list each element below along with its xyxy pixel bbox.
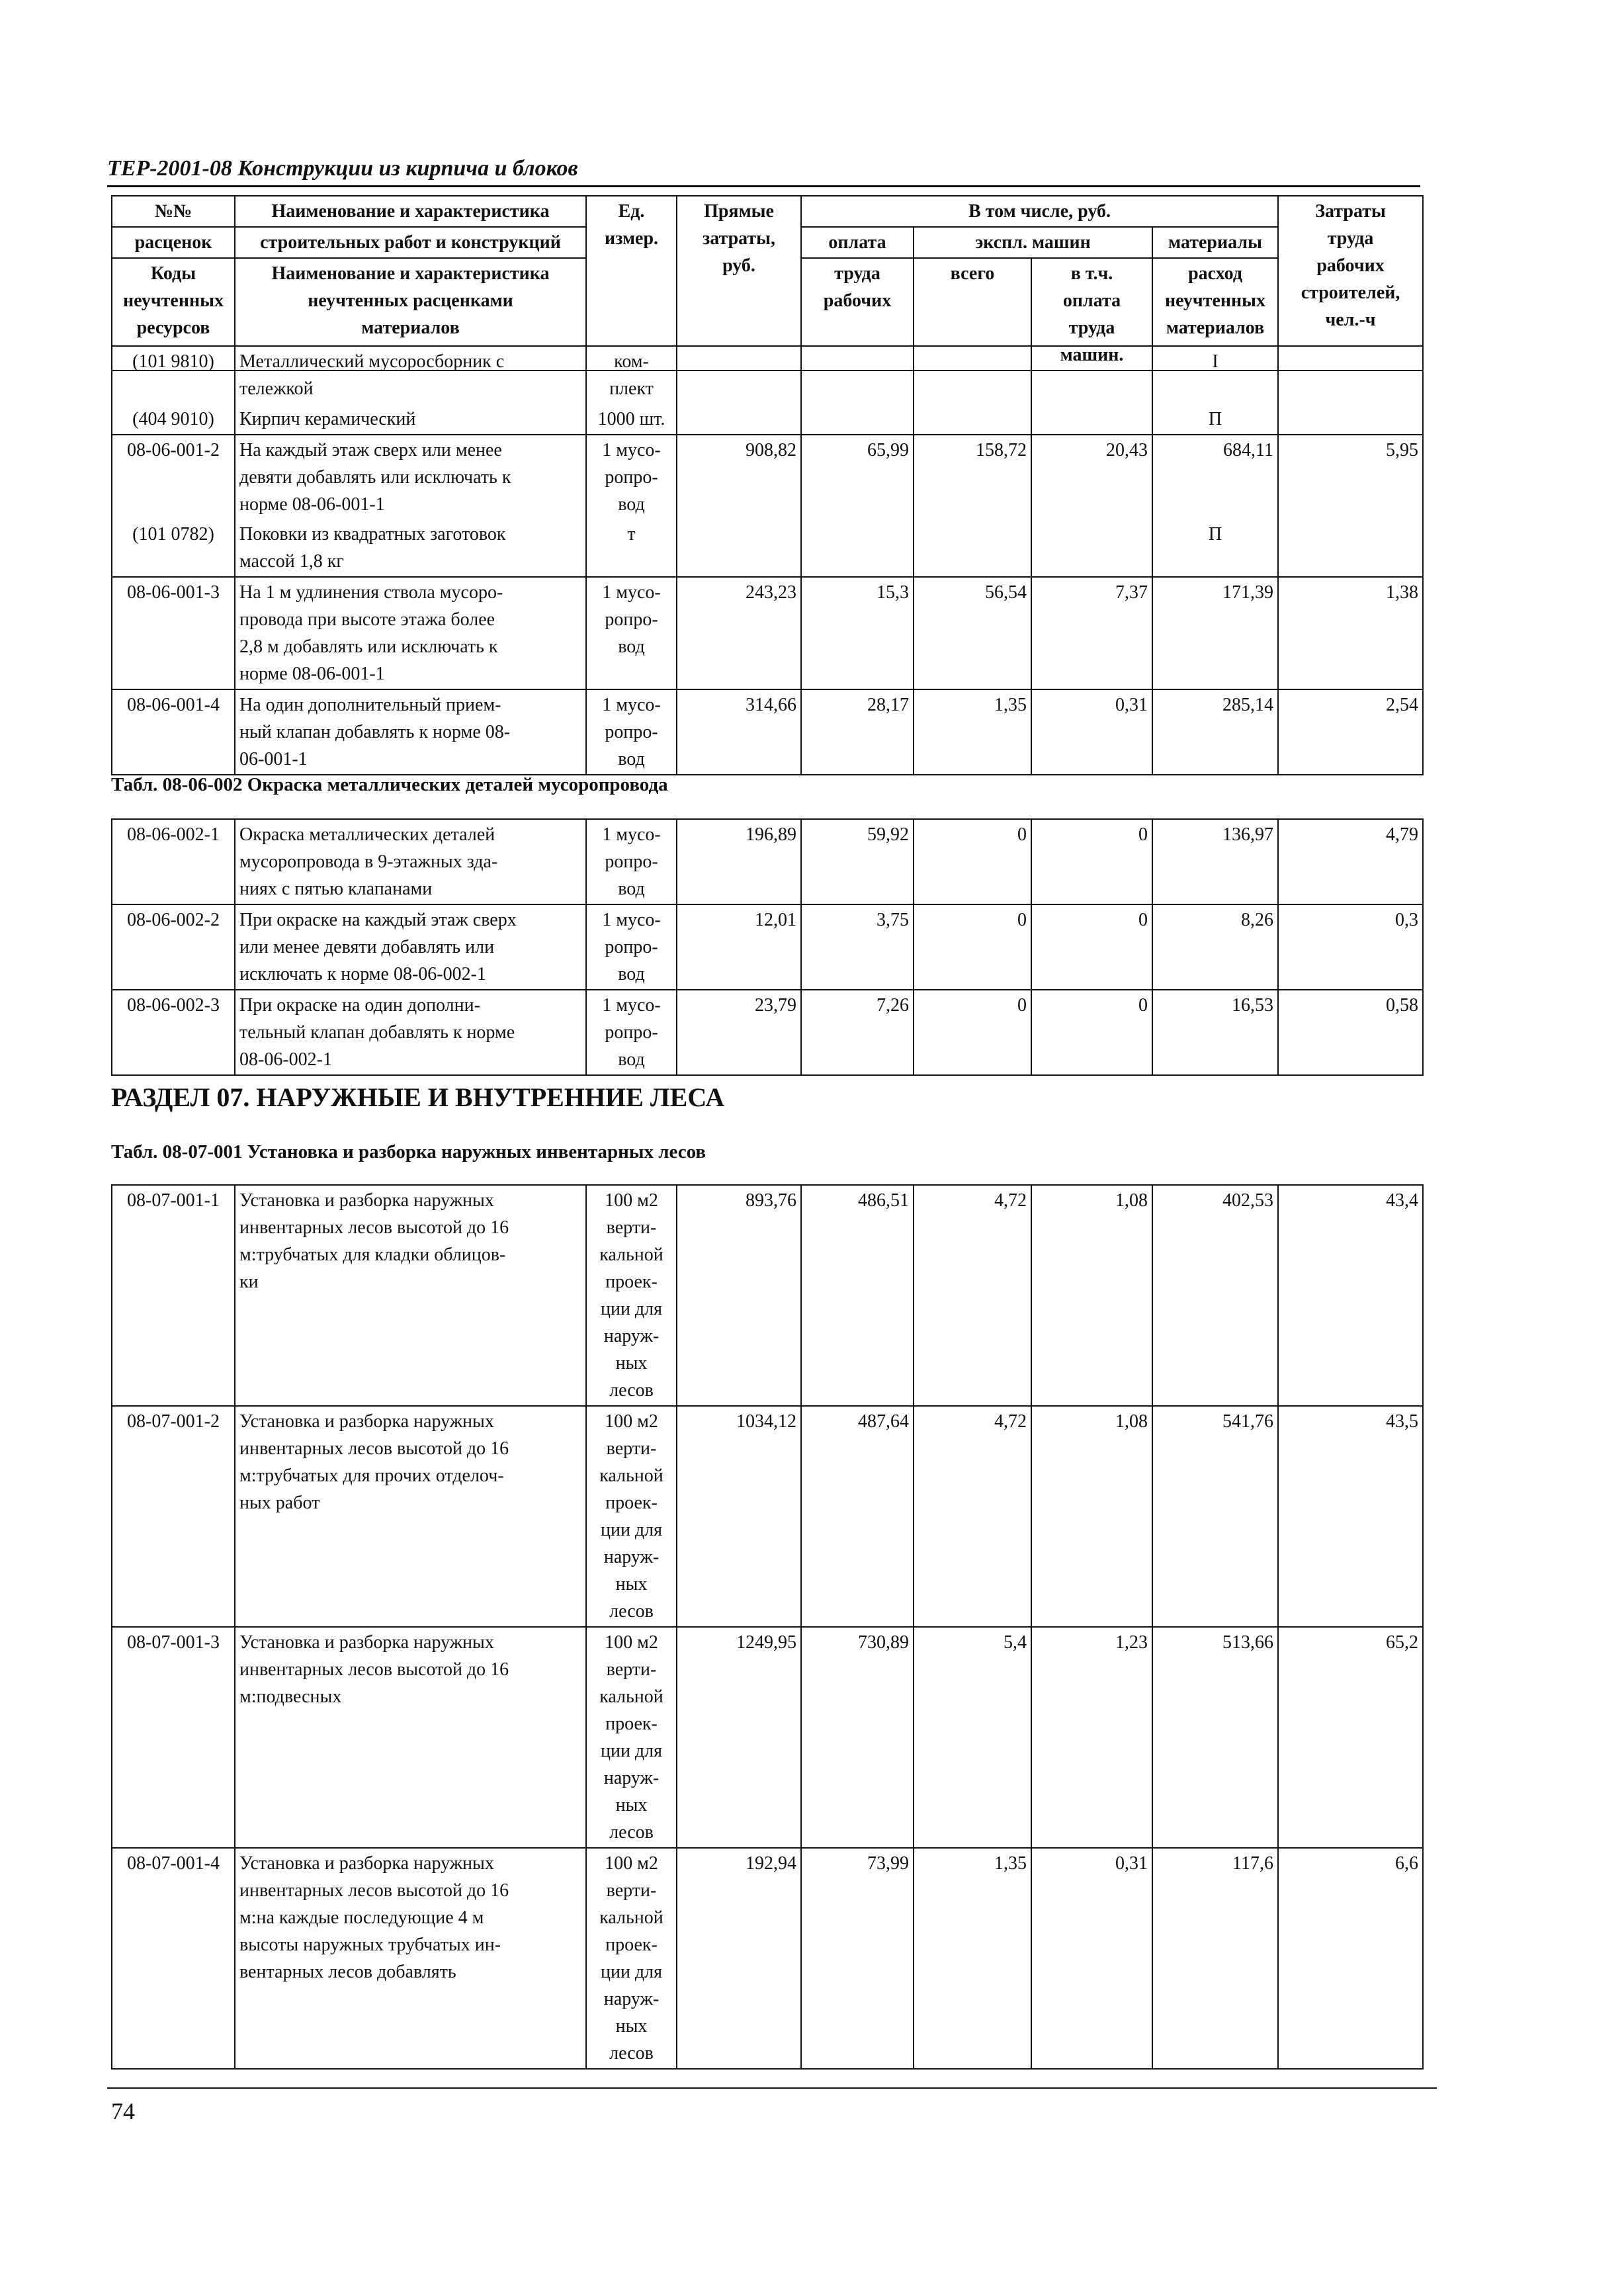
row-materials: 402,53: [1152, 1185, 1278, 1406]
row-wage: [801, 519, 914, 577]
header-direct: Прямые затраты, руб.: [677, 196, 801, 371]
row-machine-total: 56,54: [914, 577, 1031, 689]
row-materials: П: [1152, 519, 1278, 577]
row-machine-total: [914, 404, 1031, 435]
row-machine-wage: 0: [1031, 904, 1152, 990]
row-direct-cost: 243,23: [677, 577, 801, 689]
row-name: Установка и разборка наружных инвентарных лесов высотой до 16 м:на каждые последующие 4 м высоты наружных трубчатых ин- вентарных лесов добавлять: [235, 1848, 586, 2069]
row-direct-cost: 1249,95: [677, 1627, 801, 1848]
row-materials: 16,53: [1152, 990, 1278, 1075]
header-name-bottom: Наименование и характеристика неучтенных расценками материалов: [235, 258, 586, 371]
row-name: Установка и разборка наружных инвентарных лесов высотой до 16 м:трубчатых для кладки облицов- ки: [235, 1185, 586, 1406]
header-wage-sub: труда рабочих: [801, 258, 914, 371]
row-name: На 1 м удлинения ствола мусоро- провода при высоте этажа более 2,8 м добавлять или исключать к норме 08-06-001-1: [235, 577, 586, 689]
row-code: 08-07-001-4: [112, 1848, 235, 2069]
table-2-body: [112, 819, 1423, 1075]
row-machine-wage: [1031, 519, 1152, 577]
row-machine-wage: [1031, 404, 1152, 435]
row-unit: 1000 шт.: [586, 404, 677, 435]
page-number: 74: [111, 2098, 135, 2124]
header-name-top: Наименование и характеристика: [235, 196, 586, 227]
row-code: 08-07-001-1: [112, 1185, 235, 1406]
row-wage: [801, 346, 914, 404]
table-3-body: [112, 1185, 1423, 2069]
row-labor: 43,4: [1278, 1185, 1423, 1406]
row-machine-total: 0: [914, 904, 1031, 990]
header-machine-all: всего: [914, 258, 1031, 371]
row-direct-cost: 893,76: [677, 1185, 801, 1406]
row-materials: 117,6: [1152, 1848, 1278, 2069]
row-unit: 1 мусо- ропро- вод: [586, 819, 677, 904]
row-direct-cost: 908,82: [677, 435, 801, 519]
row-name: Поковки из квадратных заготовок массой 1,8 кг: [235, 519, 586, 577]
row-direct-cost: 23,79: [677, 990, 801, 1075]
row-machine-wage: 20,43: [1031, 435, 1152, 519]
row-wage: 486,51: [801, 1185, 914, 1406]
row-name: Кирпич керамический: [235, 404, 586, 435]
row-materials: 513,66: [1152, 1627, 1278, 1848]
row-code: 08-06-001-4: [112, 689, 235, 775]
table-row: [112, 346, 1423, 404]
row-code: (404 9010): [112, 404, 235, 435]
row-unit: 100 м2 верти- кальной проек- ции для наруж- ных лесов: [586, 1848, 677, 2069]
table-row: [112, 1185, 1423, 1406]
table-1-body: [112, 346, 1423, 775]
row-unit: 100 м2 верти- кальной проек- ции для наруж- ных лесов: [586, 1627, 677, 1848]
row-unit: 1 мусо- ропро- вод: [586, 435, 677, 519]
row-labor: 0,3: [1278, 904, 1423, 990]
row-wage: 15,3: [801, 577, 914, 689]
row-machine-wage: 1,23: [1031, 1627, 1152, 1848]
header-materials-sub: расход неучтенных материалов: [1152, 258, 1278, 371]
table-row: [112, 689, 1423, 775]
table-row: [112, 819, 1423, 904]
row-machine-wage: 7,37: [1031, 577, 1152, 689]
row-machine-total: [914, 346, 1031, 404]
row-machine-total: 5,4: [914, 1627, 1031, 1848]
row-machine-total: 4,72: [914, 1406, 1031, 1627]
row-name: На каждый этаж сверх или менее девяти добавлять или исключать к норме 08-06-001-1: [235, 435, 586, 519]
table-row: [112, 1627, 1423, 1848]
row-labor: 43,5: [1278, 1406, 1423, 1627]
row-wage: 487,64: [801, 1406, 914, 1627]
row-wage: 7,26: [801, 990, 914, 1075]
row-labor: [1278, 519, 1423, 577]
row-direct-cost: 12,01: [677, 904, 801, 990]
row-unit: 100 м2 верти- кальной проек- ции для наруж- ных лесов: [586, 1406, 677, 1627]
row-machine-total: 1,35: [914, 689, 1031, 775]
row-name: Металлический мусоросборник с тележкой: [235, 346, 586, 404]
header-code-bottom: Коды неучтенных ресурсов: [112, 258, 235, 371]
row-machine-wage: 0,31: [1031, 1848, 1152, 2069]
row-unit: 1 мусо- ропро- вод: [586, 577, 677, 689]
row-labor: [1278, 404, 1423, 435]
table-08-06-001: [111, 345, 1424, 775]
row-machine-wage: 1,08: [1031, 1185, 1152, 1406]
row-unit: 100 м2 верти- кальной проек- ции для наруж- ных лесов: [586, 1185, 677, 1406]
row-code: 08-07-001-2: [112, 1406, 235, 1627]
row-wage: 59,92: [801, 819, 914, 904]
row-machine-total: 1,35: [914, 1848, 1031, 2069]
row-wage: 73,99: [801, 1848, 914, 2069]
header-labor: Затраты труда рабочих строителей, чел.-ч: [1278, 196, 1423, 371]
row-materials: 136,97: [1152, 819, 1278, 904]
header-incl: В том числе, руб.: [801, 196, 1278, 227]
table-row: [112, 1848, 1423, 2069]
row-labor: [1278, 346, 1423, 404]
table-row: [112, 435, 1423, 519]
row-materials: П: [1152, 404, 1278, 435]
row-direct-cost: 192,94: [677, 1848, 801, 2069]
row-direct-cost: [677, 519, 801, 577]
row-direct-cost: 314,66: [677, 689, 801, 775]
row-name: Установка и разборка наружных инвентарных лесов высотой до 16 м:трубчатых для прочих отделоч- ных работ: [235, 1406, 586, 1627]
row-wage: 28,17: [801, 689, 914, 775]
row-labor: 2,54: [1278, 689, 1423, 775]
row-machine-wage: [1031, 346, 1152, 404]
row-machine-total: 4,72: [914, 1185, 1031, 1406]
row-unit: ком- плект: [586, 346, 677, 404]
row-unit: т: [586, 519, 677, 577]
row-machine-wage: 1,08: [1031, 1406, 1152, 1627]
row-materials: 684,11: [1152, 435, 1278, 519]
row-machine-wage: 0: [1031, 819, 1152, 904]
header-machine: экспл. машин: [914, 227, 1152, 258]
row-labor: 1,38: [1278, 577, 1423, 689]
table-08-06-002: [111, 818, 1424, 1076]
row-labor: 5,95: [1278, 435, 1423, 519]
row-materials: 171,39: [1152, 577, 1278, 689]
row-labor: 65,2: [1278, 1627, 1423, 1848]
table-row: [112, 1406, 1423, 1627]
row-direct-cost: 1034,12: [677, 1406, 801, 1627]
row-machine-wage: 0,31: [1031, 689, 1152, 775]
table-row: [112, 519, 1423, 577]
header-name-top-2: строительных работ и конструкций: [235, 227, 586, 258]
row-labor: 0,58: [1278, 990, 1423, 1075]
header-unit: Ед. измер.: [586, 196, 677, 371]
row-materials: 541,76: [1152, 1406, 1278, 1627]
row-name: Окраска металлических деталей мусоропровода в 9-этажных зда- ниях с пятью клапанами: [235, 819, 586, 904]
footer-rule: [107, 2087, 1437, 2089]
row-materials: I: [1152, 346, 1278, 404]
row-code: (101 0782): [112, 519, 235, 577]
row-code: 08-07-001-3: [112, 1627, 235, 1848]
row-code: 08-06-001-2: [112, 435, 235, 519]
row-labor: 4,79: [1278, 819, 1423, 904]
row-unit: 1 мусо- ропро- вод: [586, 689, 677, 775]
row-direct-cost: [677, 346, 801, 404]
row-wage: 3,75: [801, 904, 914, 990]
row-wage: 65,99: [801, 435, 914, 519]
running-header: ТЕР-2001-08 Конструкции из кирпича и блоков: [107, 156, 578, 181]
table-2-caption: Табл. 08-06-002 Окраска металлических деталей мусоропровода: [111, 774, 668, 795]
row-machine-total: 158,72: [914, 435, 1031, 519]
row-wage: 730,89: [801, 1627, 914, 1848]
row-materials: 285,14: [1152, 689, 1278, 775]
row-direct-cost: [677, 404, 801, 435]
table-row: [112, 404, 1423, 435]
row-materials: 8,26: [1152, 904, 1278, 990]
header-materials: материалы: [1152, 227, 1278, 258]
row-machine-wage: 0: [1031, 990, 1152, 1075]
row-name: При окраске на каждый этаж сверх или менее девяти добавлять или исключать к норме 08-06-002-1: [235, 904, 586, 990]
row-code: 08-06-001-3: [112, 577, 235, 689]
header-rule: [107, 185, 1420, 187]
table-row: [112, 577, 1423, 689]
header-wage: оплата: [801, 227, 914, 258]
section-title: РАЗДЕЛ 07. НАРУЖНЫЕ И ВНУТРЕННИЕ ЛЕСА: [111, 1082, 725, 1112]
row-code: 08-06-002-2: [112, 904, 235, 990]
row-machine-total: 0: [914, 990, 1031, 1075]
row-unit: 1 мусо- ропро- вод: [586, 990, 677, 1075]
row-name: Установка и разборка наружных инвентарных лесов высотой до 16 м:подвесных: [235, 1627, 586, 1848]
row-code: 08-06-002-1: [112, 819, 235, 904]
row-name: На один дополнительный прием- ный клапан добавлять к норме 08- 06-001-1: [235, 689, 586, 775]
table-row: [112, 990, 1423, 1075]
row-name: При окраске на один дополни- тельный клапан добавлять к норме 08-06-002-1: [235, 990, 586, 1075]
header-machine-wage: в т.ч. оплата труда машин.: [1031, 258, 1152, 371]
table-row: [112, 904, 1423, 990]
row-machine-total: [914, 519, 1031, 577]
table-08-07-001: [111, 1184, 1424, 2070]
header-code-top: №№: [112, 196, 235, 227]
row-unit: 1 мусо- ропро- вод: [586, 904, 677, 990]
header-code-mid: расценок: [112, 227, 235, 258]
row-wage: [801, 404, 914, 435]
row-code: (101 9810): [112, 346, 235, 404]
row-direct-cost: 196,89: [677, 819, 801, 904]
row-code: 08-06-002-3: [112, 990, 235, 1075]
row-machine-total: 0: [914, 819, 1031, 904]
row-labor: 6,6: [1278, 1848, 1423, 2069]
table-3-caption: Табл. 08-07-001 Установка и разборка наружных инвентарных лесов: [111, 1141, 706, 1162]
